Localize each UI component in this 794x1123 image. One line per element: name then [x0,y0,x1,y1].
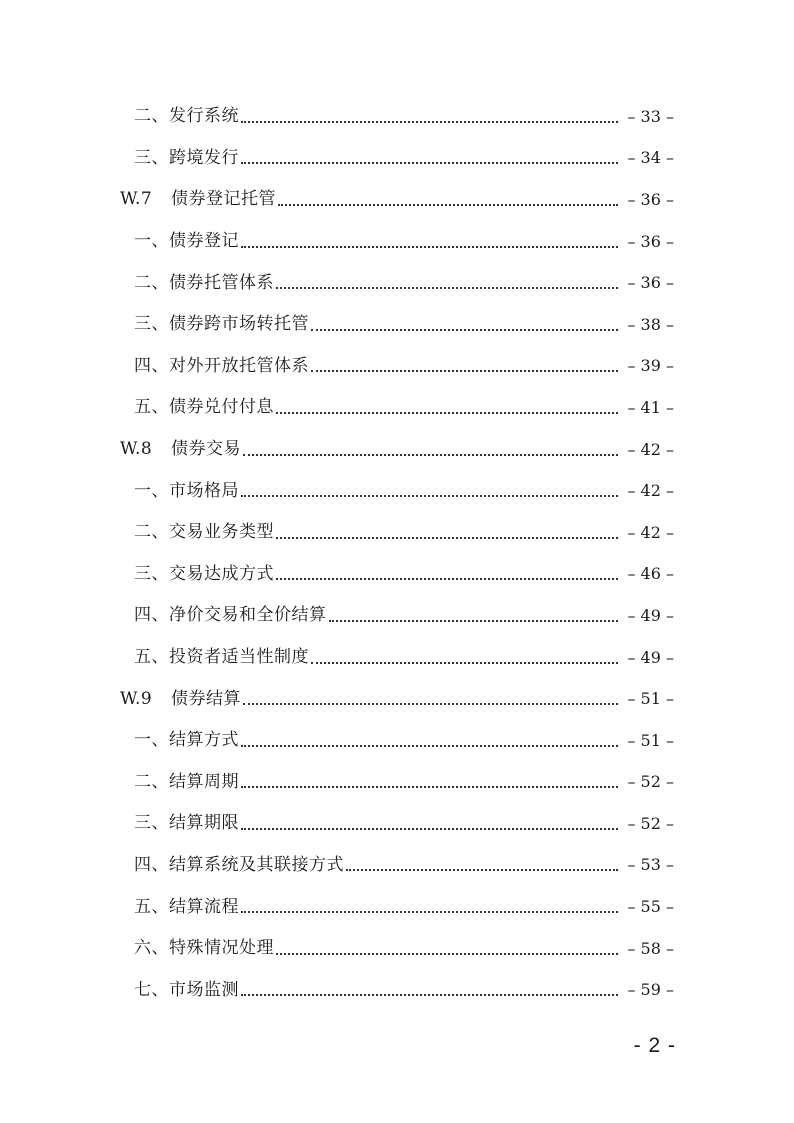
toc-entry-page: – 42 – [627,522,674,542]
toc-entry-page: – 33 – [627,106,674,126]
toc-entry-title [134,480,239,501]
dot-leader [276,287,618,289]
toc-section-entry[interactable] [0,387,794,429]
dot-leader [311,370,618,372]
toc-section-entry[interactable] [0,637,794,679]
dot-leader [243,454,618,456]
toc-entry-text: 七、市场监测 [134,979,239,1000]
toc-chapter-number: W.7 [120,189,153,210]
toc-section-entry[interactable] [0,845,794,887]
table-of-contents [0,96,794,1011]
toc-entry-title [134,771,239,792]
dot-leader [241,786,618,788]
dot-leader [346,869,618,871]
toc-section-entry[interactable] [0,96,794,138]
dot-leader [241,162,618,164]
dot-leader [241,911,618,913]
toc-entry-text: 三、跨境发行 [134,147,239,168]
toc-section-entry[interactable] [0,470,794,512]
toc-section-entry[interactable] [0,886,794,928]
toc-section-entry[interactable] [0,595,794,637]
toc-section-entry[interactable] [0,803,794,845]
toc-section-entry[interactable] [0,304,794,346]
toc-entry-title [134,649,309,666]
toc-entry-text: 二、债券托管体系 [134,272,274,293]
toc-chapter-number: W.9 [120,688,153,709]
toc-entry-title [134,147,239,168]
toc-entry-text: 二、交易业务类型 [134,522,274,543]
toc-entry-page: – 49 – [627,647,674,667]
toc-section-entry[interactable] [0,720,794,762]
toc-entry-page: – 58 – [627,938,674,958]
dot-leader [276,578,618,580]
toc-entry-title [134,607,327,624]
toc-section-entry[interactable] [0,262,794,304]
toc-section-entry[interactable] [0,138,794,180]
toc-entry-text: 四、结算系统及其联接方式 [134,854,344,875]
toc-entry-title [134,316,309,333]
toc-chapter-entry[interactable] [0,429,794,471]
dot-leader [243,703,618,705]
toc-entry-title [134,524,274,541]
toc-entry-title [134,563,274,584]
toc-entry-title [120,688,241,709]
toc-entry-page: – 55 – [627,897,674,917]
toc-entry-page: – 51 – [627,689,674,709]
toc-entry-page: – 38 – [627,314,674,334]
toc-entry-title [134,233,239,250]
toc-entry-title [134,732,239,749]
toc-entry-title [134,940,274,957]
toc-entry-title [120,191,276,208]
toc-entry-title [134,272,274,293]
toc-entry-text: 四、净价交易和全价结算 [134,605,327,626]
toc-section-entry[interactable] [0,221,794,263]
page-number: - 2 - [633,1034,676,1057]
dot-leader [241,121,618,123]
toc-entry-page: – 51 – [627,730,674,750]
toc-entry-page: – 42 – [627,481,674,501]
toc-entry-page: – 36 – [627,231,674,251]
dot-leader [241,246,618,248]
toc-entry-text: 三、结算期限 [134,813,239,834]
toc-chapter-entry[interactable] [0,678,794,720]
toc-entry-page: – 49 – [627,605,674,625]
toc-section-entry[interactable] [0,762,794,804]
toc-entry-text: 债券登记托管 [171,189,276,210]
toc-entry-title [134,979,239,1000]
toc-section-entry[interactable] [0,554,794,596]
toc-entry-text: 二、结算周期 [134,771,239,792]
toc-entry-page: – 39 – [627,356,674,376]
toc-entry-page: – 34 – [627,148,674,168]
toc-entry-page: – 52 – [627,813,674,833]
toc-entry-text: 三、交易达成方式 [134,563,274,584]
dot-leader [276,537,618,539]
toc-entry-text: 债券交易 [171,439,241,460]
toc-section-entry[interactable] [0,928,794,970]
dot-leader [241,745,618,747]
toc-entry-page: – 59 – [627,980,674,1000]
dot-leader [311,662,618,664]
toc-section-entry[interactable] [0,969,794,1011]
toc-entry-text: 一、结算方式 [134,730,239,751]
dot-leader [241,495,618,497]
toc-entry-text: 五、结算流程 [134,896,239,917]
toc-entry-title [134,399,274,416]
toc-entry-page: – 36 – [627,273,674,293]
dot-leader [276,953,618,955]
toc-entry-page: – 53 – [627,855,674,875]
dot-leader [241,828,618,830]
toc-entry-title [134,854,344,875]
toc-entry-title [134,355,309,376]
toc-entry-text: 三、债券跨市场转托管 [134,314,309,335]
toc-entry-text: 一、市场格局 [134,480,239,501]
dot-leader [276,412,618,414]
toc-entry-text: 五、债券兑付付息 [134,397,274,418]
toc-entry-text: 债券结算 [171,688,241,709]
toc-entry-title [120,441,241,458]
toc-section-entry[interactable] [0,346,794,388]
toc-section-entry[interactable] [0,512,794,554]
dot-leader [241,994,618,996]
toc-chapter-entry[interactable] [0,179,794,221]
dot-leader [278,204,618,206]
toc-entry-title [134,896,239,917]
toc-entry-page: – 52 – [627,772,674,792]
dot-leader [311,329,618,331]
toc-entry-text: 一、债券登记 [134,231,239,252]
dot-leader [329,620,619,622]
toc-entry-text: 二、发行系统 [134,106,239,127]
toc-entry-page: – 42 – [627,439,674,459]
toc-entry-page: – 41 – [627,397,674,417]
toc-entry-text: 六、特殊情况处理 [134,938,274,959]
toc-entry-text: 五、投资者适当性制度 [134,647,309,668]
toc-entry-text: 四、对外开放托管体系 [134,355,309,376]
toc-entry-title [134,108,239,125]
toc-entry-page: – 36 – [627,189,674,209]
toc-entry-page: – 46 – [627,564,674,584]
toc-chapter-number: W.8 [120,439,153,460]
toc-entry-title [134,815,239,832]
